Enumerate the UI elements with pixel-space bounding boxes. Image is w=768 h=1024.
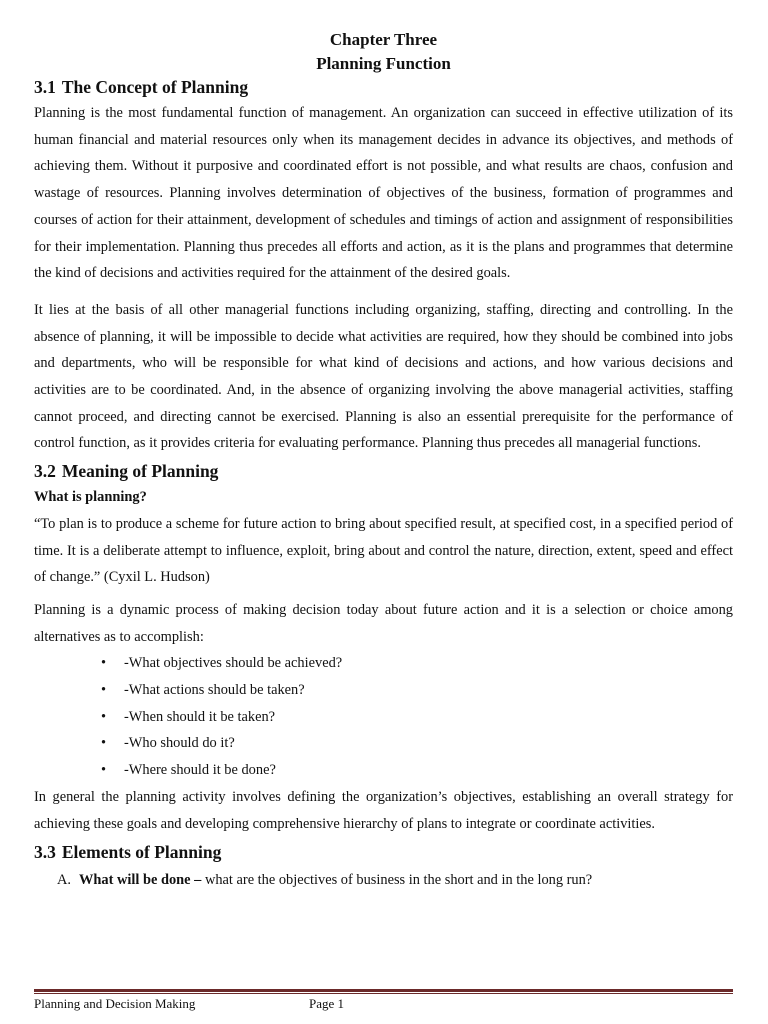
footer-rule-thick <box>34 989 733 992</box>
list-item: • -Where should it be done? <box>101 757 733 784</box>
section-number: 3.3 <box>34 842 56 863</box>
bullet-icon: • <box>101 655 107 672</box>
chapter-label: Chapter Three <box>329 30 438 49</box>
list-item: • -What objectives should be achieved? <box>101 650 733 677</box>
footer-rule-thin <box>34 993 733 994</box>
paragraph: Planning is the most fundamental function of management. An organization can succeed in effective utilization of its human financial and material resources only when its management decides in advance its objectives, and methods of achieving them. Without it purposive and coordinated effort is not possible, and what results are chaos, confusion and wastage of resources. Planning involves determination of objectives of the business, formation of programmes and courses of action for their attainment, development of schedules and timings of action and assignment of responsibilities for their implementation. Planning thus precedes all efforts and action, as it is the plans and programmes that determine the kind of decisions and activities required for the attainment of the desired goals. <box>34 105 733 282</box>
subheading: What is planning? <box>34 489 147 506</box>
bullet-icon: • <box>101 682 107 699</box>
item-letter: A. <box>57 872 71 889</box>
list-item: • -What actions should be taken? <box>101 677 733 704</box>
quote-paragraph: “To plan is to produce a scheme for future action to bring about specified result, at specified cost, in a specified period of time. It is a deliberate attempt to influence, exploit, bring about and control the nature, direction, extent, speed and effect of change.” (Cyxil L. Hudson) <box>34 515 733 586</box>
paragraph: In general the planning activity involves defining the organization’s objectives, establishing an overall strategy for achieving these goals and developing comprehensive hierarchy of plans to integrate or coordinate activities. <box>34 788 733 832</box>
bullet-icon: • <box>101 762 107 779</box>
bullet-icon: • <box>101 735 107 752</box>
section-number: 3.2 <box>34 461 56 482</box>
section-heading-3-1 <box>34 76 733 98</box>
paragraph: Planning is a dynamic process of making decision today about future action and it is a selection or choice among alternatives as to accomplish: <box>34 601 733 645</box>
section-title: Meaning of Planning <box>61 461 219 482</box>
chapter-title: Planning Function <box>316 54 451 73</box>
document-page <box>34 28 733 894</box>
list-item: • -Who should do it? <box>101 730 733 757</box>
bullet-icon: • <box>101 708 107 725</box>
item-text: what are the objectives of business in the short and in the long run? <box>201 872 593 889</box>
footer-title: Planning and Decision Making <box>34 996 196 1011</box>
page-number: Page 1 <box>309 996 345 1011</box>
section-heading-3-3 <box>34 841 733 863</box>
item-bold-label: What will be done – <box>79 872 202 889</box>
bullet-list <box>34 650 733 784</box>
section-title: The Concept of Planning <box>61 77 249 97</box>
section-heading-3-2 <box>34 460 733 482</box>
paragraph: It lies at the basis of all other managerial functions including organizing, staffing, directing and controlling. In the absence of planning, it will be impossible to decide what activities are required, how they should be combined into jobs and departments, who will be responsible for what kind of decisions and actions, and how various decisions and activities are to be coordinated. And, in the absence of organizing involving the above managerial activities, staffing cannot proceed, and directing cannot be exercised. Planning is also an essential prerequisite for the performance of control function, as it provides criteria for evaluating performance. Planning thus precedes all managerial functions. <box>34 301 733 452</box>
section-number: 3.1 <box>34 77 56 97</box>
section-title: Elements of Planning <box>61 842 222 863</box>
list-item: • -When should it be taken? <box>101 704 733 731</box>
lettered-item-a <box>34 867 733 894</box>
